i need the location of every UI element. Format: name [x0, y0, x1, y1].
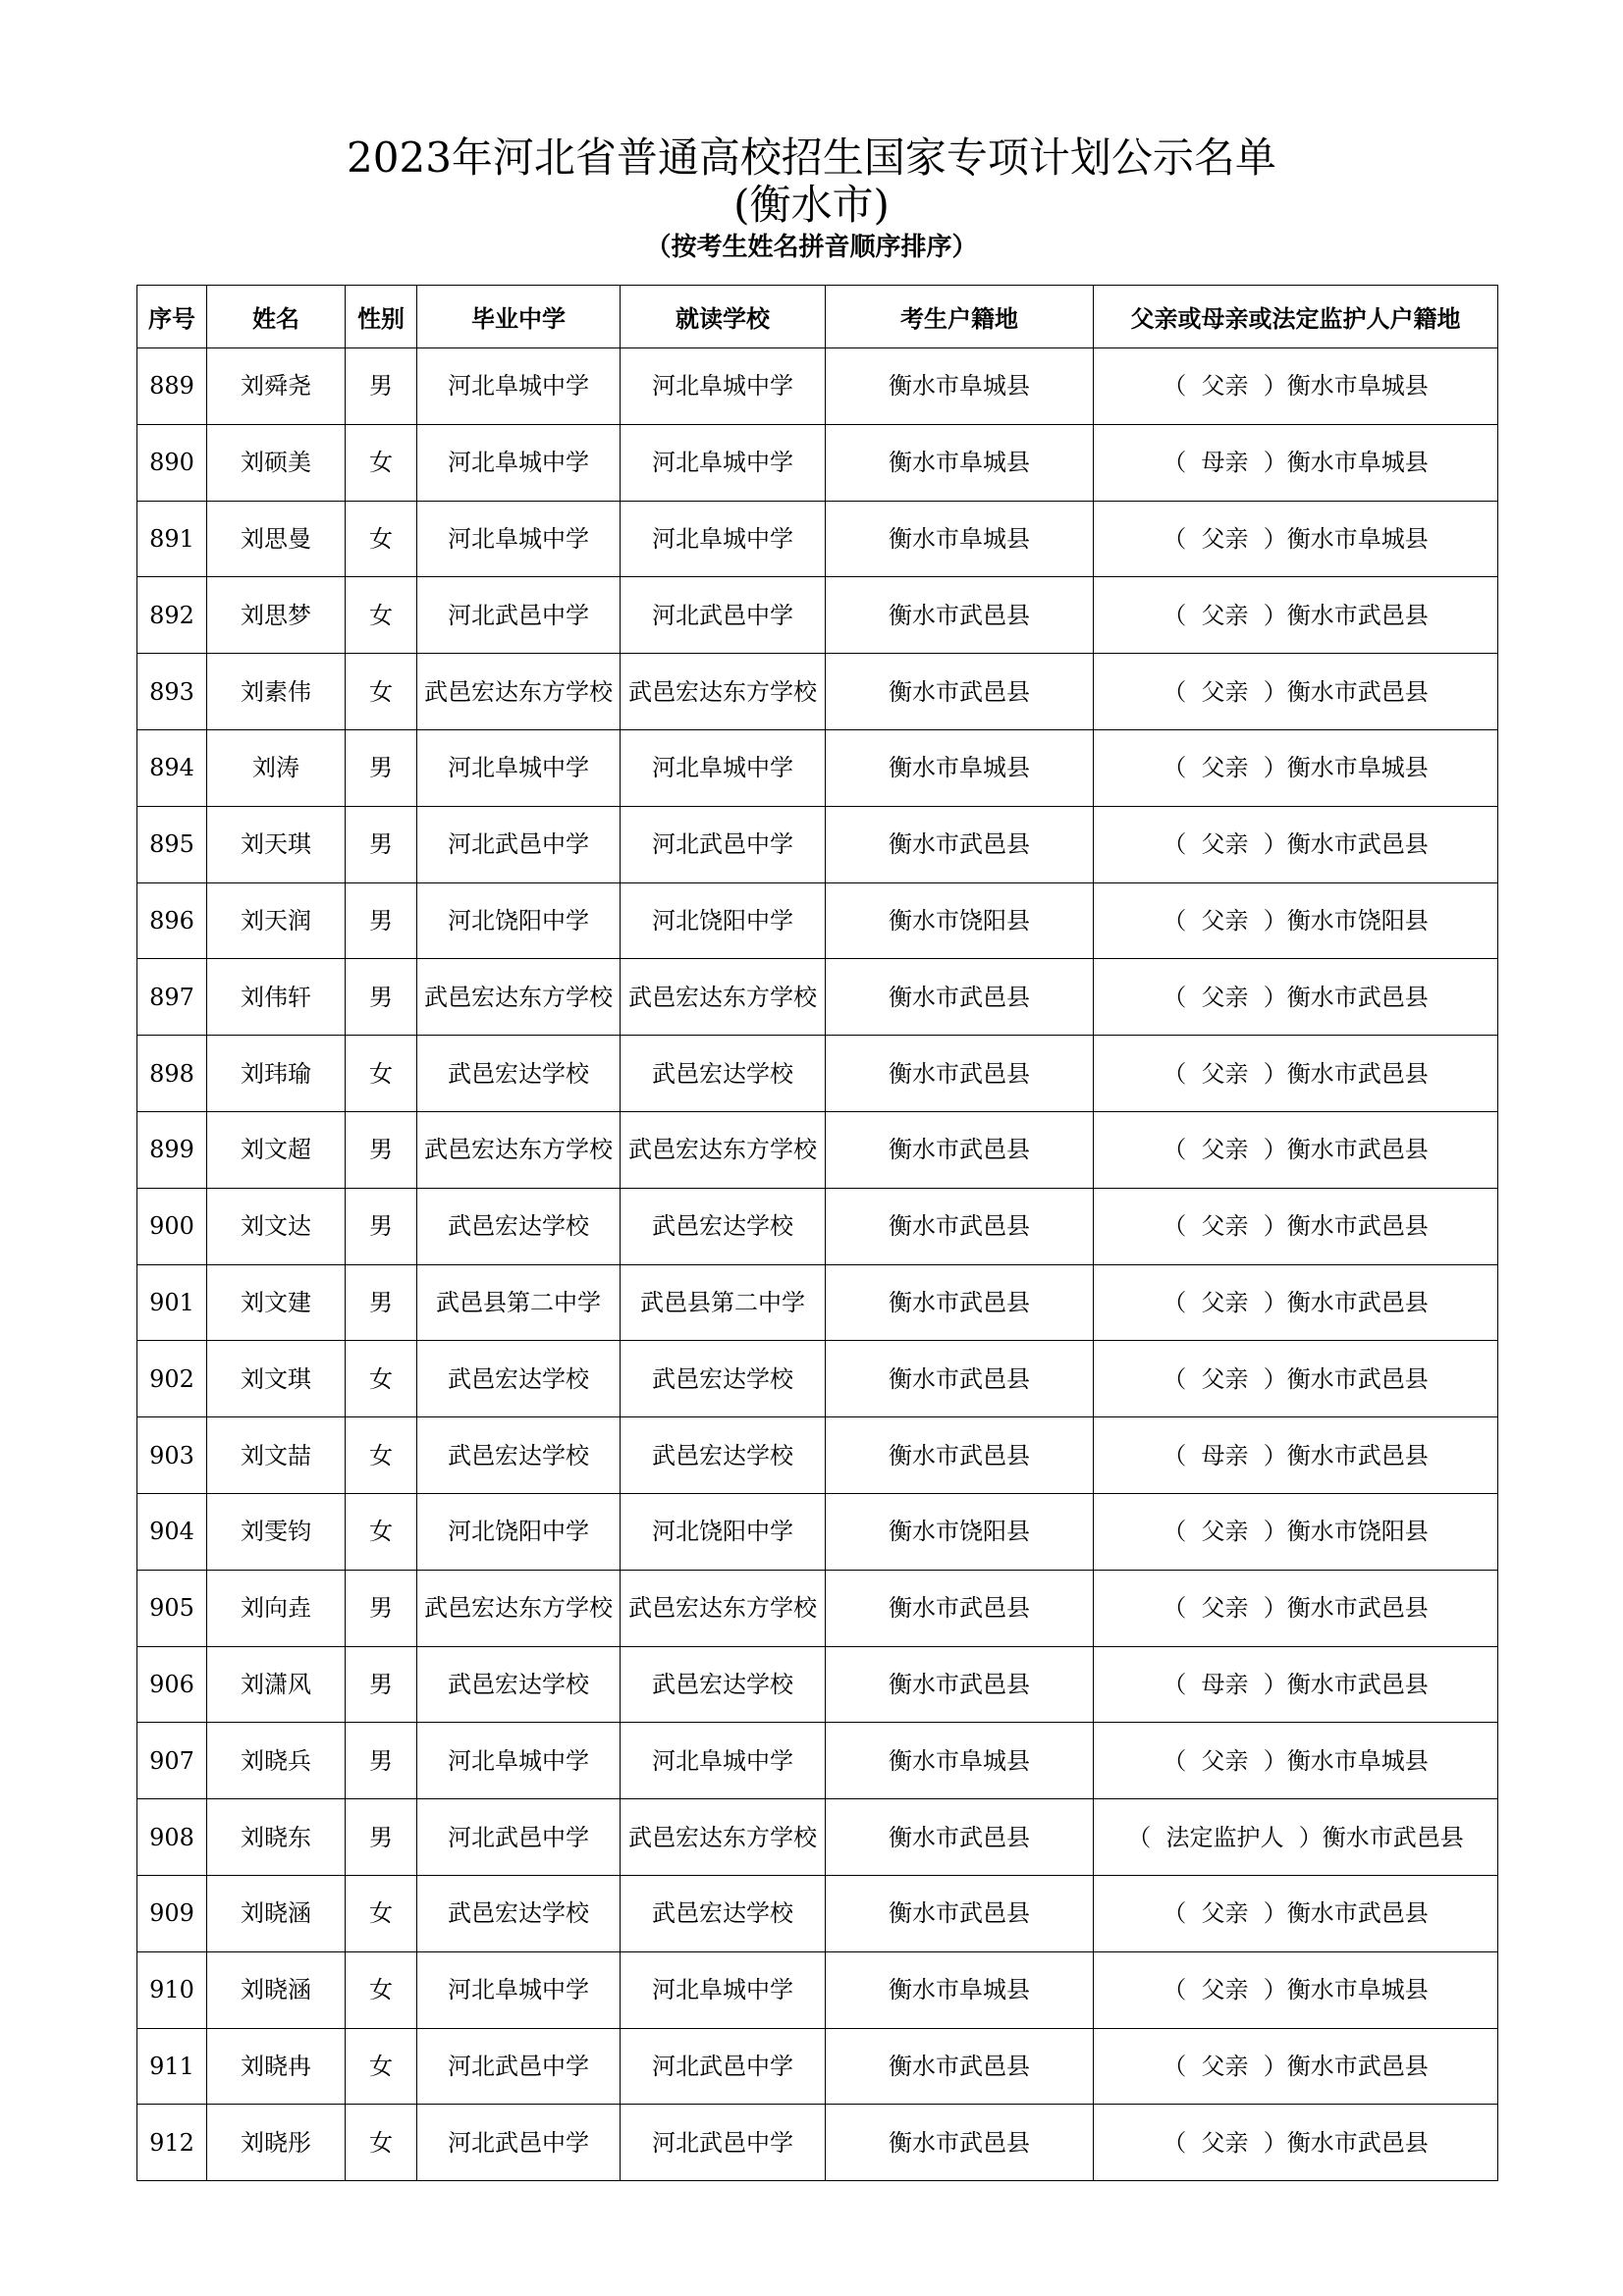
cell-study-school: 武邑县第二中学 [621, 1264, 826, 1341]
cell-no: 890 [137, 424, 207, 501]
cell-name: 刘素伟 [207, 654, 346, 730]
cell-study-school: 武邑宏达学校 [621, 1646, 826, 1723]
cell-gender: 女 [346, 654, 417, 730]
table-row [137, 1264, 1498, 1341]
cell-guardian: （ 父亲 ）衡水市武邑县 [1094, 654, 1498, 730]
cell-hukou: 衡水市武邑县 [826, 1646, 1094, 1723]
cell-study-school: 河北阜城中学 [621, 1951, 826, 2028]
table-row [137, 1036, 1498, 1112]
cell-guardian: （ 父亲 ）衡水市饶阳县 [1094, 882, 1498, 959]
cell-hukou: 衡水市阜城县 [826, 424, 1094, 501]
table-row [137, 1188, 1498, 1264]
sort-note: （按考生姓名拼音顺序排序） [645, 233, 978, 262]
cell-grad-school: 河北阜城中学 [417, 1951, 621, 2028]
cell-name: 刘文琪 [207, 1341, 346, 1417]
cell-grad-school: 河北武邑中学 [417, 2105, 621, 2181]
cell-study-school: 武邑宏达东方学校 [621, 1799, 826, 1876]
table-row [137, 424, 1498, 501]
cell-guardian: （ 父亲 ）衡水市武邑县 [1094, 1570, 1498, 1646]
cell-no: 902 [137, 1341, 207, 1417]
cell-no: 912 [137, 2105, 207, 2181]
cell-hukou: 衡水市武邑县 [826, 1264, 1094, 1341]
cell-study-school: 武邑宏达学校 [621, 1417, 826, 1494]
cell-gender: 女 [346, 577, 417, 654]
cell-gender: 女 [346, 1341, 417, 1417]
cell-gender: 男 [346, 1188, 417, 1264]
cell-grad-school: 河北阜城中学 [417, 729, 621, 806]
cell-hukou: 衡水市阜城县 [826, 348, 1094, 425]
document-subtitle: (衡水市) [733, 181, 890, 229]
cell-gender: 男 [346, 1570, 417, 1646]
cell-grad-school: 武邑宏达东方学校 [417, 1570, 621, 1646]
cell-hukou: 衡水市武邑县 [826, 806, 1094, 882]
cell-study-school: 河北饶阳中学 [621, 882, 826, 959]
cell-hukou: 衡水市武邑县 [826, 1875, 1094, 1951]
cell-guardian: （ 父亲 ）衡水市武邑县 [1094, 577, 1498, 654]
cell-hukou: 衡水市武邑县 [826, 2028, 1094, 2105]
cell-gender: 女 [346, 2105, 417, 2181]
cell-no: 896 [137, 882, 207, 959]
cell-gender: 男 [346, 959, 417, 1036]
cell-study-school: 河北阜城中学 [621, 729, 826, 806]
cell-hukou: 衡水市武邑县 [826, 1570, 1094, 1646]
cell-name: 刘文喆 [207, 1417, 346, 1494]
table-row [137, 1723, 1498, 1799]
cell-gender: 女 [346, 1951, 417, 2028]
cell-no: 900 [137, 1188, 207, 1264]
cell-no: 891 [137, 501, 207, 577]
header-hukou: 考生户籍地 [826, 286, 1094, 348]
cell-name: 刘晓冉 [207, 2028, 346, 2105]
cell-hukou: 衡水市阜城县 [826, 501, 1094, 577]
table-row [137, 348, 1498, 425]
cell-hukou: 衡水市武邑县 [826, 2105, 1094, 2181]
cell-name: 刘天琪 [207, 806, 346, 882]
cell-no: 893 [137, 654, 207, 730]
cell-guardian: （ 父亲 ）衡水市阜城县 [1094, 729, 1498, 806]
header-guardian: 父亲或母亲或法定监护人户籍地 [1094, 286, 1498, 348]
cell-guardian: （ 父亲 ）衡水市饶阳县 [1094, 1493, 1498, 1570]
cell-name: 刘思梦 [207, 577, 346, 654]
cell-study-school: 武邑宏达学校 [621, 1036, 826, 1112]
cell-study-school: 河北阜城中学 [621, 501, 826, 577]
table-row [137, 1417, 1498, 1494]
cell-no: 897 [137, 959, 207, 1036]
cell-study-school: 武邑宏达东方学校 [621, 959, 826, 1036]
cell-name: 刘涛 [207, 729, 346, 806]
cell-grad-school: 河北阜城中学 [417, 348, 621, 425]
cell-study-school: 武邑宏达东方学校 [621, 1570, 826, 1646]
cell-grad-school: 武邑宏达东方学校 [417, 654, 621, 730]
cell-hukou: 衡水市武邑县 [826, 959, 1094, 1036]
cell-hukou: 衡水市饶阳县 [826, 882, 1094, 959]
cell-grad-school: 河北武邑中学 [417, 2028, 621, 2105]
cell-gender: 女 [346, 1036, 417, 1112]
cell-hukou: 衡水市武邑县 [826, 1417, 1094, 1494]
table-row [137, 1646, 1498, 1723]
cell-study-school: 河北武邑中学 [621, 2105, 826, 2181]
cell-hukou: 衡水市武邑县 [826, 1036, 1094, 1112]
table-row [137, 729, 1498, 806]
cell-name: 刘向垚 [207, 1570, 346, 1646]
cell-name: 刘玮瑜 [207, 1036, 346, 1112]
cell-grad-school: 武邑宏达东方学校 [417, 1111, 621, 1188]
cell-gender: 女 [346, 2028, 417, 2105]
table-row [137, 1875, 1498, 1951]
cell-grad-school: 河北阜城中学 [417, 1723, 621, 1799]
header-study-school: 就读学校 [621, 286, 826, 348]
table-row [137, 1799, 1498, 1876]
cell-hukou: 衡水市武邑县 [826, 654, 1094, 730]
cell-gender: 女 [346, 1493, 417, 1570]
cell-grad-school: 武邑宏达学校 [417, 1341, 621, 1417]
cell-no: 907 [137, 1723, 207, 1799]
cell-name: 刘晓兵 [207, 1723, 346, 1799]
table-body [137, 348, 1498, 2181]
table-row [137, 654, 1498, 730]
cell-name: 刘晓彤 [207, 2105, 346, 2181]
cell-name: 刘文达 [207, 1188, 346, 1264]
cell-guardian: （ 父亲 ）衡水市武邑县 [1094, 1875, 1498, 1951]
cell-study-school: 武邑宏达学校 [621, 1875, 826, 1951]
cell-grad-school: 河北武邑中学 [417, 1799, 621, 1876]
cell-gender: 男 [346, 1264, 417, 1341]
table-row [137, 2105, 1498, 2181]
table-row [137, 882, 1498, 959]
table-row [137, 1341, 1498, 1417]
cell-guardian: （ 父亲 ）衡水市武邑县 [1094, 1036, 1498, 1112]
cell-name: 刘晓涵 [207, 1951, 346, 2028]
cell-study-school: 河北武邑中学 [621, 2028, 826, 2105]
cell-study-school: 武邑宏达学校 [621, 1341, 826, 1417]
cell-gender: 女 [346, 1417, 417, 1494]
table-row [137, 577, 1498, 654]
cell-hukou: 衡水市武邑县 [826, 1799, 1094, 1876]
roster-table [136, 285, 1498, 2181]
cell-no: 899 [137, 1111, 207, 1188]
cell-grad-school: 武邑宏达学校 [417, 1875, 621, 1951]
cell-guardian: （ 父亲 ）衡水市武邑县 [1094, 959, 1498, 1036]
cell-gender: 男 [346, 1799, 417, 1876]
cell-hukou: 衡水市阜城县 [826, 729, 1094, 806]
cell-hukou: 衡水市武邑县 [826, 1188, 1094, 1264]
cell-guardian: （ 法定监护人 ）衡水市武邑县 [1094, 1799, 1498, 1876]
cell-gender: 男 [346, 806, 417, 882]
cell-guardian: （ 父亲 ）衡水市武邑县 [1094, 1341, 1498, 1417]
cell-study-school: 河北阜城中学 [621, 1723, 826, 1799]
cell-study-school: 河北阜城中学 [621, 424, 826, 501]
cell-no: 894 [137, 729, 207, 806]
cell-no: 889 [137, 348, 207, 425]
cell-guardian: （ 父亲 ）衡水市武邑县 [1094, 1188, 1498, 1264]
cell-gender: 男 [346, 882, 417, 959]
cell-gender: 女 [346, 501, 417, 577]
cell-guardian: （ 父亲 ）衡水市武邑县 [1094, 1111, 1498, 1188]
cell-no: 901 [137, 1264, 207, 1341]
cell-grad-school: 武邑宏达学校 [417, 1036, 621, 1112]
header-gender: 性别 [346, 286, 417, 348]
cell-gender: 女 [346, 424, 417, 501]
table-row [137, 959, 1498, 1036]
cell-no: 904 [137, 1493, 207, 1570]
cell-gender: 男 [346, 348, 417, 425]
cell-guardian: （ 父亲 ）衡水市阜城县 [1094, 1951, 1498, 2028]
cell-study-school: 武邑宏达东方学校 [621, 1111, 826, 1188]
cell-hukou: 衡水市武邑县 [826, 577, 1094, 654]
cell-guardian: （ 父亲 ）衡水市阜城县 [1094, 348, 1498, 425]
cell-guardian: （ 母亲 ）衡水市阜城县 [1094, 424, 1498, 501]
cell-gender: 男 [346, 729, 417, 806]
cell-guardian: （ 父亲 ）衡水市武邑县 [1094, 2105, 1498, 2181]
cell-hukou: 衡水市饶阳县 [826, 1493, 1094, 1570]
cell-no: 906 [137, 1646, 207, 1723]
cell-name: 刘硕美 [207, 424, 346, 501]
cell-grad-school: 武邑宏达学校 [417, 1417, 621, 1494]
cell-no: 903 [137, 1417, 207, 1494]
cell-guardian: （ 母亲 ）衡水市武邑县 [1094, 1417, 1498, 1494]
cell-name: 刘文建 [207, 1264, 346, 1341]
cell-hukou: 衡水市武邑县 [826, 1341, 1094, 1417]
cell-grad-school: 河北阜城中学 [417, 424, 621, 501]
cell-name: 刘雯钧 [207, 1493, 346, 1570]
header-row [137, 286, 1498, 348]
cell-guardian: （ 父亲 ）衡水市武邑县 [1094, 2028, 1498, 2105]
cell-gender: 男 [346, 1723, 417, 1799]
cell-grad-school: 河北武邑中学 [417, 577, 621, 654]
cell-gender: 男 [346, 1646, 417, 1723]
cell-guardian: （ 父亲 ）衡水市武邑县 [1094, 806, 1498, 882]
cell-guardian: （ 母亲 ）衡水市武邑县 [1094, 1646, 1498, 1723]
table-row [137, 501, 1498, 577]
cell-name: 刘文超 [207, 1111, 346, 1188]
cell-no: 892 [137, 577, 207, 654]
cell-study-school: 河北武邑中学 [621, 577, 826, 654]
cell-name: 刘天润 [207, 882, 346, 959]
header-no: 序号 [137, 286, 207, 348]
table-header [137, 286, 1498, 348]
cell-no: 909 [137, 1875, 207, 1951]
header-name: 姓名 [207, 286, 346, 348]
cell-no: 898 [137, 1036, 207, 1112]
table-row [137, 1570, 1498, 1646]
cell-hukou: 衡水市武邑县 [826, 1111, 1094, 1188]
cell-grad-school: 武邑县第二中学 [417, 1264, 621, 1341]
cell-grad-school: 河北武邑中学 [417, 806, 621, 882]
cell-grad-school: 河北阜城中学 [417, 501, 621, 577]
cell-grad-school: 武邑宏达学校 [417, 1188, 621, 1264]
cell-no: 895 [137, 806, 207, 882]
table-row [137, 1493, 1498, 1570]
cell-study-school: 武邑宏达学校 [621, 1188, 826, 1264]
cell-name: 刘晓涵 [207, 1875, 346, 1951]
cell-no: 908 [137, 1799, 207, 1876]
cell-name: 刘伟轩 [207, 959, 346, 1036]
table-row [137, 1951, 1498, 2028]
cell-name: 刘潇风 [207, 1646, 346, 1723]
document-title: 2023年河北省普通高校招生国家专项计划公示名单 [347, 133, 1276, 182]
cell-gender: 女 [346, 1875, 417, 1951]
cell-guardian: （ 父亲 ）衡水市阜城县 [1094, 1723, 1498, 1799]
cell-no: 905 [137, 1570, 207, 1646]
cell-study-school: 武邑宏达东方学校 [621, 654, 826, 730]
cell-guardian: （ 父亲 ）衡水市阜城县 [1094, 501, 1498, 577]
table-row [137, 1111, 1498, 1188]
cell-grad-school: 河北饶阳中学 [417, 882, 621, 959]
cell-name: 刘思曼 [207, 501, 346, 577]
cell-study-school: 河北阜城中学 [621, 348, 826, 425]
table-row [137, 2028, 1498, 2105]
cell-study-school: 河北武邑中学 [621, 806, 826, 882]
cell-guardian: （ 父亲 ）衡水市武邑县 [1094, 1264, 1498, 1341]
cell-grad-school: 河北饶阳中学 [417, 1493, 621, 1570]
cell-no: 910 [137, 1951, 207, 2028]
cell-name: 刘舜尧 [207, 348, 346, 425]
header-grad-school: 毕业中学 [417, 286, 621, 348]
cell-study-school: 河北饶阳中学 [621, 1493, 826, 1570]
cell-grad-school: 武邑宏达东方学校 [417, 959, 621, 1036]
cell-hukou: 衡水市阜城县 [826, 1951, 1094, 2028]
cell-no: 911 [137, 2028, 207, 2105]
cell-gender: 男 [346, 1111, 417, 1188]
cell-hukou: 衡水市阜城县 [826, 1723, 1094, 1799]
cell-grad-school: 武邑宏达学校 [417, 1646, 621, 1723]
cell-name: 刘晓东 [207, 1799, 346, 1876]
table-row [137, 806, 1498, 882]
